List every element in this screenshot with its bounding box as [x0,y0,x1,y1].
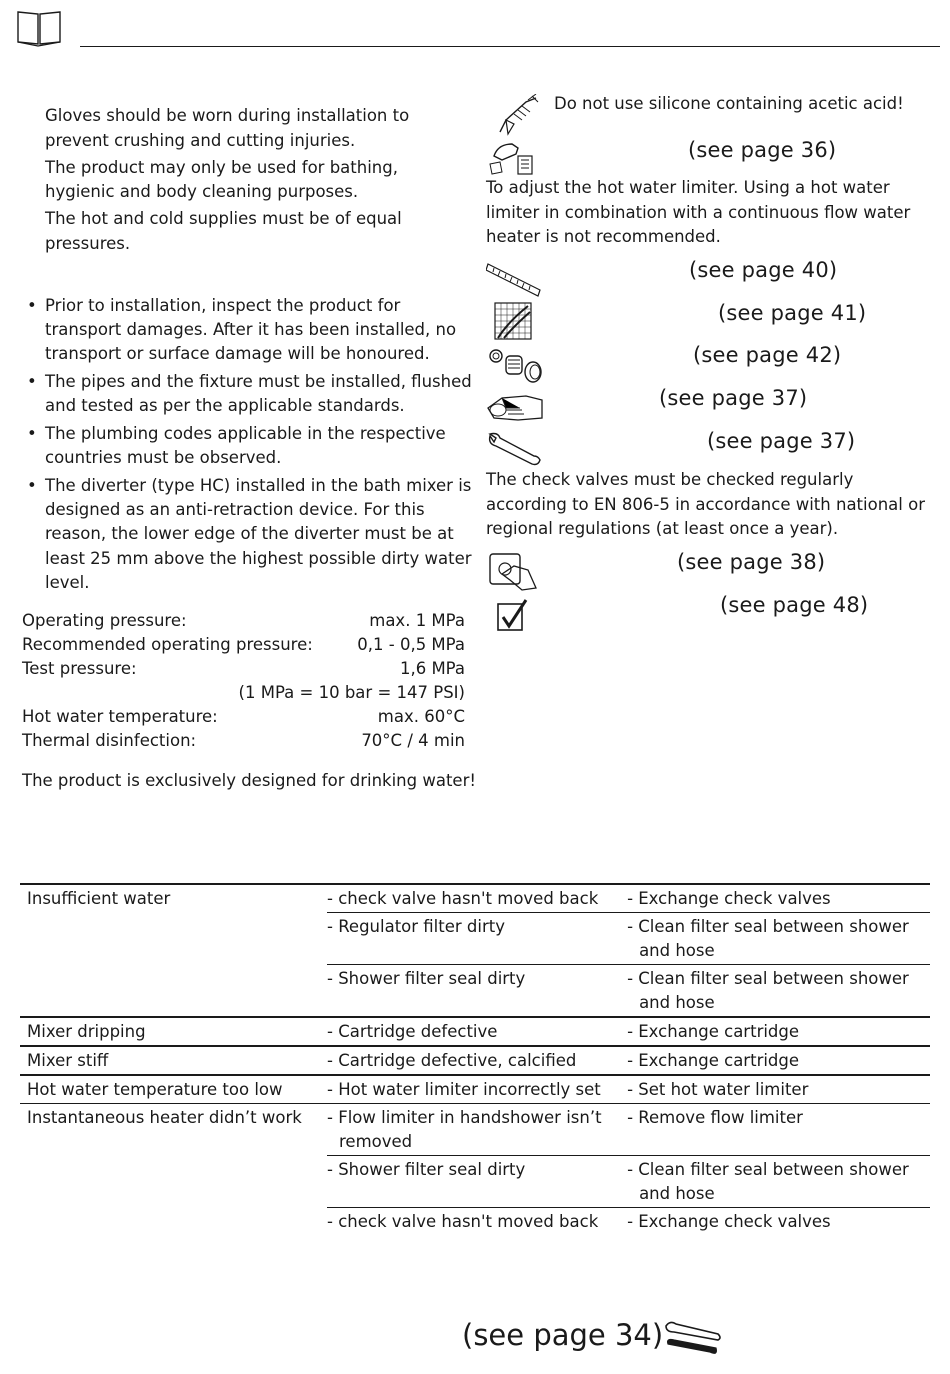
cause-cell: - Cartridge defective [327,1022,498,1041]
see-page-36: (see page 36) [688,138,837,162]
cause-cell: - Shower filter seal dirty [327,1160,526,1179]
remedy-cell: - Remove flow limiter [627,1108,803,1127]
problem-cell: Mixer stiff [27,1051,109,1070]
hot-water-limiter-text: To adjust the hot water limiter. Using a hot water limiter in combination with a continuous flow water heater is not recommended. [486,178,911,246]
spec-label: Test pressure: [22,659,137,678]
drinking-water-note: The product is exclusively designed for drinking water! [22,771,476,790]
check-valve-hand-icon [488,548,538,592]
problem-cell: Mixer dripping [27,1022,146,1041]
spec-row [22,633,465,657]
cause-cell: - check valve hasn't moved back [327,1212,599,1231]
table-row [20,1045,930,1074]
flow-diagram-icon [494,302,532,340]
problem-cell: Hot water temperature too low [27,1080,283,1099]
spec-row [22,681,465,705]
remedy-cell: - Set hot water limiter [627,1080,809,1099]
table-row [20,1016,930,1045]
table-row [20,1074,930,1103]
spec-label: Thermal disinfection: [22,731,197,750]
spec-value: max. 1 MPa [369,611,465,630]
silicone-warning: Do not use silicone containing acetic acid! [554,94,904,113]
see-page-40: (see page 40) [689,258,838,282]
technical-data [22,609,465,753]
safety-notes [45,104,470,259]
see-page-38: (see page 38) [677,550,826,574]
spec-label: Operating pressure: [22,611,187,630]
remedy-cell: - Exchange cartridge [627,1022,800,1041]
troubleshooting-table [20,883,930,1235]
spec-row [22,729,465,753]
remedy-cell: - Clean filter seal between shower and hose [627,969,909,1012]
book-icon [16,10,62,48]
see-page-48: (see page 48) [720,593,869,617]
hot-water-limiter-icon [488,138,536,178]
checkmark-box-icon [496,598,528,634]
spec-row [22,705,465,729]
list-item: • The pipes and the fixture must be installed, flushed and tested as per the applicable standards. [27,372,472,416]
spec-row [22,657,465,681]
cleaning-hand-icon [486,388,544,424]
remedy-cell: - Exchange cartridge [627,1051,800,1070]
cause-cell: - Flow limiter in handshower isn’t removed [327,1108,602,1151]
problem-cell: Insufficient water [27,889,171,908]
parts-icon [488,346,544,384]
see-page-37a: (see page 37) [659,386,808,410]
safety-note: The product may only be used for bathing, hygienic and body cleaning purposes. [45,157,398,201]
silicone-gun-icon [492,94,540,136]
spec-value: 1,6 MPa [399,659,465,678]
table-row [20,883,930,1016]
cause-cell: - Hot water limiter incorrectly set [327,1080,601,1099]
wrench-tools-icon [662,1318,722,1358]
ruler-icon [486,260,542,298]
spec-value: 70°C / 4 min [361,731,465,750]
spec-label: Hot water temperature: [22,707,218,726]
spec-label: Recommended operating pressure: [22,635,313,654]
safety-note: The hot and cold supplies must be of equal pressures. [45,209,402,253]
cause-cell: - Shower filter seal dirty [327,969,526,988]
cause-cell: - Cartridge defective, calcified [327,1051,577,1070]
problem-cell: Instantaneous heater didn’t work [27,1108,302,1127]
cause-cell: - Regulator filter dirty [327,917,505,936]
safety-note: Gloves should be worn during installation to prevent crushing and cutting injuries. [45,106,410,150]
right-column [486,0,926,640]
remedy-cell: - Clean filter seal between shower and hose [627,917,909,960]
wrench-icon [486,430,542,468]
spec-value: (1 MPa = 10 bar = 147 PSI) [238,683,465,702]
see-page-37b: (see page 37) [707,429,856,453]
check-valve-text: The check valves must be checked regularly according to EN 806-5 in accordance with national or regional regulations (at least once a year). [486,470,925,538]
spec-value: 0,1 - 0,5 MPa [357,635,465,654]
spec-row [22,609,465,633]
list-item: • The plumbing codes applicable in the respective countries must be observed. [27,424,446,468]
table-row [20,1103,930,1235]
cause-cell: - check valve hasn't moved back [327,889,599,908]
installation-notes [22,294,472,598]
remedy-cell: - Exchange check valves [627,1212,831,1231]
see-page-41: (see page 41) [718,301,867,325]
footer-see-page-34: (see page 34) [462,1318,664,1352]
see-page-42: (see page 42) [693,343,842,367]
spec-value: max. 60°C [377,707,465,726]
list-item: • The diverter (type HC) installed in the bath mixer is designed as an anti-retraction device. For this reason, the lower edge of the diverter must be at least 25 mm above the highest possible dirty water level. [27,475,472,592]
remedy-cell: - Clean filter seal between shower and hose [627,1160,909,1203]
list-item: • Prior to installation, inspect the product for transport damages. After it has been installed, no transport or surface damage will be honoured. [27,296,457,364]
remedy-cell: - Exchange check valves [627,889,831,908]
